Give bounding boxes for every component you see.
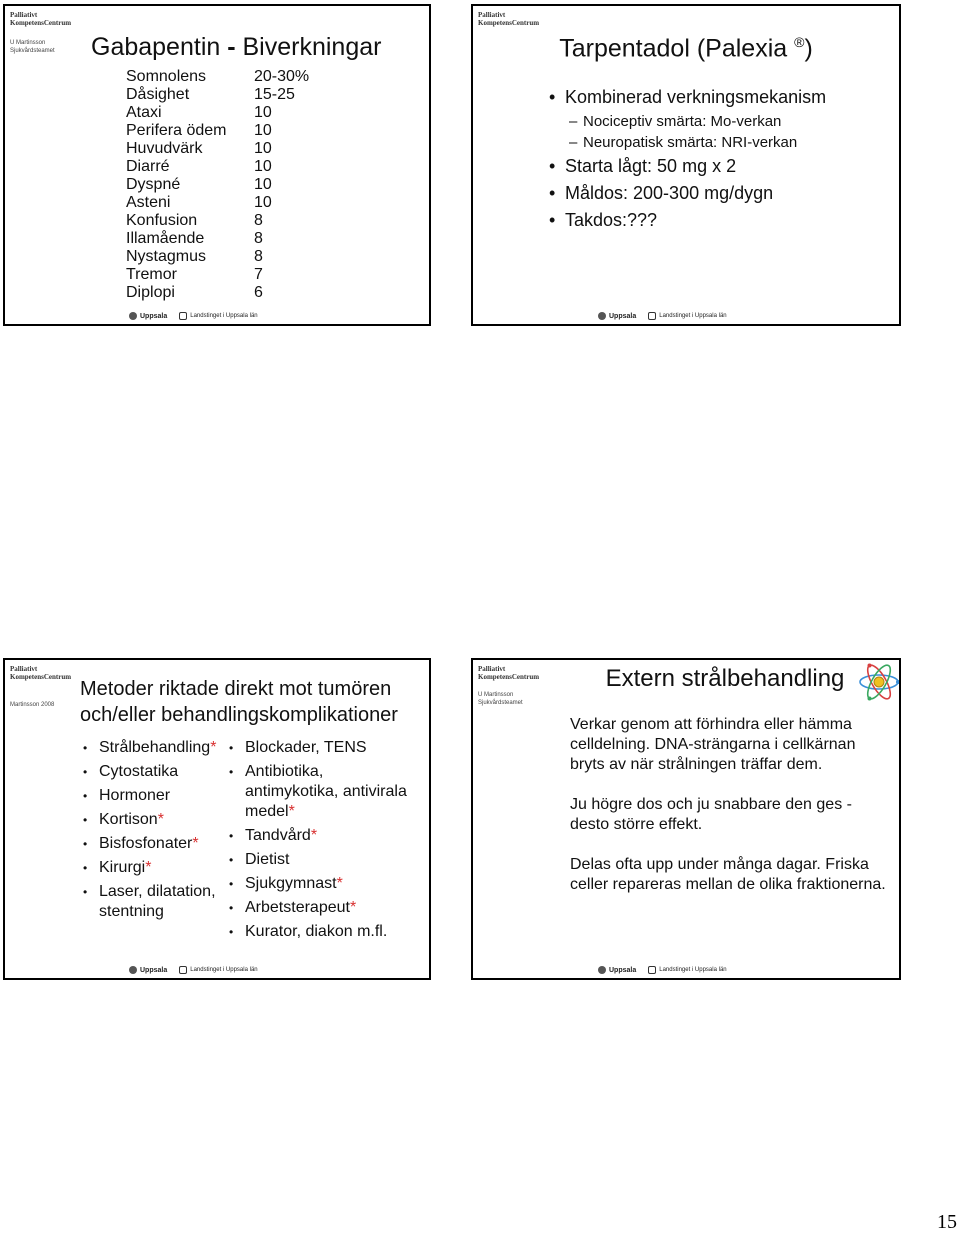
side-effect-name: Asteni <box>126 194 171 211</box>
tarpentadol-bullets <box>547 84 826 234</box>
slide-title: Extern strålbehandling <box>605 665 845 692</box>
slide-title <box>473 34 899 63</box>
asterisk-marker: * <box>310 827 318 844</box>
method-label: Hormoner <box>99 787 171 804</box>
side-effect-value: 10 <box>254 194 272 211</box>
method-label: Bisfosfonater <box>99 835 193 852</box>
side-effect-value: 15-25 <box>254 86 295 103</box>
brand-line1: Palliativt <box>478 665 506 673</box>
side-effect-name: Ataxi <box>126 104 162 121</box>
author-dept: Sjukvårdsteamet <box>478 700 523 706</box>
brand-line2: KompetensCentrum <box>10 19 72 27</box>
uppsala-logo <box>129 966 167 974</box>
table-row <box>126 140 334 158</box>
bullet: • Takdos:??? <box>547 207 826 234</box>
atom-icon <box>857 660 901 704</box>
method-item <box>227 760 407 824</box>
county-icon <box>648 966 656 974</box>
university-name: Uppsala <box>140 312 168 320</box>
paragraph: Delas ofta upp under många dagar. Friska celler repareras mellan de olika fraktionerna. <box>570 856 886 893</box>
asterisk-marker: * <box>145 859 152 876</box>
county-name: Landstinget i Uppsala län <box>659 967 727 973</box>
brand-logo <box>10 11 71 27</box>
method-label: Sjukgymnast <box>245 875 337 892</box>
slide-footer <box>598 310 727 322</box>
side-effect-value: 8 <box>254 248 263 265</box>
table-row <box>126 212 334 230</box>
asterisk-marker: * <box>192 835 199 852</box>
method-label: Dietist <box>245 851 290 868</box>
bullet: • Starta lågt: 50 mg x 2 <box>547 153 826 180</box>
method-label: Antibiotika, antimykotika, antivirala medel <box>245 763 407 820</box>
title-part: Gabapentin <box>91 33 228 61</box>
page-number: 15 <box>937 1211 957 1233</box>
brand-line2: KompetensCentrum <box>478 673 540 681</box>
bullet: • Kombinerad verkningsmekanism <box>547 84 826 111</box>
table-row <box>126 104 334 122</box>
method-label: Cytostatika <box>99 763 179 780</box>
brand-logo <box>478 11 539 27</box>
author-info <box>10 701 54 709</box>
side-effect-name: Konfusion <box>126 212 198 229</box>
method-item <box>81 760 219 784</box>
county-logo <box>648 312 726 320</box>
title-part: Biverkningar <box>235 33 382 61</box>
side-effect-name: Perifera ödem <box>126 122 227 139</box>
slide-metoder <box>3 658 431 980</box>
seal-icon <box>598 966 606 974</box>
county-logo <box>648 966 726 974</box>
university-name: Uppsala <box>609 312 637 320</box>
side-effect-value: 10 <box>254 176 272 193</box>
county-icon <box>179 966 187 974</box>
method-label: Strålbehandling <box>99 739 211 756</box>
method-item <box>81 856 219 880</box>
sub-bullet: – Nociceptiv smärta: Mo-verkan <box>547 111 826 132</box>
method-item <box>81 880 219 924</box>
brand-logo <box>10 665 71 681</box>
method-item <box>227 824 407 848</box>
university-name: Uppsala <box>140 966 168 974</box>
method-label: Kirurgi <box>99 859 146 876</box>
table-row <box>126 284 334 302</box>
author-name: Martinsson 2008 <box>10 702 55 708</box>
table-row <box>126 158 334 176</box>
county-icon <box>179 312 187 320</box>
side-effect-name: Tremor <box>126 266 177 283</box>
methods-left-list <box>81 736 219 924</box>
slide-gabapentin <box>3 4 431 326</box>
method-item <box>227 736 407 760</box>
method-label: Laser, dilatation, stentning <box>99 883 216 920</box>
side-effect-name: Illamående <box>126 230 205 247</box>
author-info <box>478 691 523 707</box>
method-item <box>227 896 407 920</box>
side-effect-value: 20-30% <box>254 68 310 85</box>
bullet: • Måldos: 200-300 mg/dygn <box>547 180 826 207</box>
registered-mark: ® <box>794 34 805 50</box>
slide-title <box>80 676 398 728</box>
table-row <box>126 194 334 212</box>
title-line1: Metoder riktade direkt mot tumören <box>80 678 392 700</box>
asterisk-marker: * <box>336 875 343 892</box>
stralbehandling-body <box>570 715 890 915</box>
university-name: Uppsala <box>609 966 637 974</box>
uppsala-logo <box>598 312 636 320</box>
uppsala-logo <box>129 312 167 320</box>
county-logo <box>179 312 257 320</box>
side-effect-value: 10 <box>254 104 272 121</box>
county-name: Landstinget i Uppsala län <box>190 313 258 319</box>
author-name: U Martinsson <box>10 40 46 46</box>
methods-right-list <box>227 736 407 944</box>
side-effect-name: Nystagmus <box>126 248 207 265</box>
sub-bullet: – Neuropatisk smärta: NRI-verkan <box>547 132 826 153</box>
brand-line2: KompetensCentrum <box>10 673 72 681</box>
side-effect-value: 10 <box>254 158 272 175</box>
side-effect-name: Huvudvärk <box>126 140 203 157</box>
method-item <box>227 872 407 896</box>
method-label: Tandvård <box>245 827 311 844</box>
side-effect-value: 8 <box>254 212 263 229</box>
side-effect-value: 6 <box>254 284 263 301</box>
title-close: ) <box>804 34 813 63</box>
asterisk-marker: * <box>210 739 217 756</box>
method-label: Kortison <box>99 811 158 828</box>
county-icon <box>648 312 656 320</box>
asterisk-marker: * <box>288 803 295 820</box>
method-item <box>81 808 219 832</box>
county-logo <box>179 966 257 974</box>
table-row <box>126 122 334 140</box>
method-item <box>81 832 219 856</box>
author-name: U Martinsson <box>478 692 514 698</box>
slide-footer <box>129 310 258 322</box>
seal-icon <box>598 312 606 320</box>
method-item <box>81 736 219 760</box>
slide-footer <box>598 964 727 976</box>
side-effect-value: 10 <box>254 140 272 157</box>
title-line2: och/eller behandlingskomplikationer <box>80 704 398 726</box>
table-row <box>126 248 334 266</box>
side-effect-value: 10 <box>254 122 272 139</box>
paragraph: Ju högre dos och ju snabbare den ges - desto större effekt. <box>570 796 852 833</box>
brand-line1: Palliativt <box>10 11 38 19</box>
side-effect-name: Dyspné <box>126 176 181 193</box>
method-item <box>227 848 407 872</box>
slide-footer <box>129 964 258 976</box>
table-row <box>126 266 334 284</box>
author-dept: Sjukvårdsteamet <box>10 48 55 54</box>
brand-line2: KompetensCentrum <box>478 19 540 27</box>
table-row <box>126 230 334 248</box>
brand-line1: Palliativt <box>478 11 506 19</box>
author-info <box>10 39 55 55</box>
method-item <box>81 784 219 808</box>
side-effect-name: Diplopi <box>126 284 175 301</box>
side-effect-name: Dåsighet <box>126 86 190 103</box>
side-effect-name: Diarré <box>126 158 170 175</box>
side-effect-value: 8 <box>254 230 263 247</box>
method-item <box>227 920 407 944</box>
seal-icon <box>129 312 137 320</box>
title-text: Tarpentadol (Palexia <box>559 34 788 63</box>
table-row <box>126 176 334 194</box>
slide-title <box>91 33 381 62</box>
method-label: Arbetsterapeut <box>245 899 350 916</box>
table-row <box>126 86 334 104</box>
method-label: Blockader, TENS <box>245 739 367 756</box>
asterisk-marker: * <box>157 811 164 828</box>
side-effects-table <box>126 68 334 302</box>
uppsala-logo <box>598 966 636 974</box>
table-row <box>126 68 334 86</box>
slide-tarpentadol <box>471 4 901 326</box>
method-label: Kurator, diakon m.fl. <box>245 923 388 940</box>
seal-icon <box>129 966 137 974</box>
county-name: Landstinget i Uppsala län <box>659 313 727 319</box>
paragraph: Verkar genom att förhindra eller hämma celldelning. DNA-strängarna i cellkärnan bryts av när strålningen träffar dem. <box>570 716 856 773</box>
slide-stralbehandling <box>471 658 901 980</box>
side-effect-name: Somnolens <box>126 68 207 85</box>
side-effect-value: 7 <box>254 266 263 283</box>
asterisk-marker: * <box>349 899 357 916</box>
county-name: Landstinget i Uppsala län <box>190 967 258 973</box>
title-dash: - <box>227 33 236 61</box>
brand-line1: Palliativt <box>10 665 38 673</box>
